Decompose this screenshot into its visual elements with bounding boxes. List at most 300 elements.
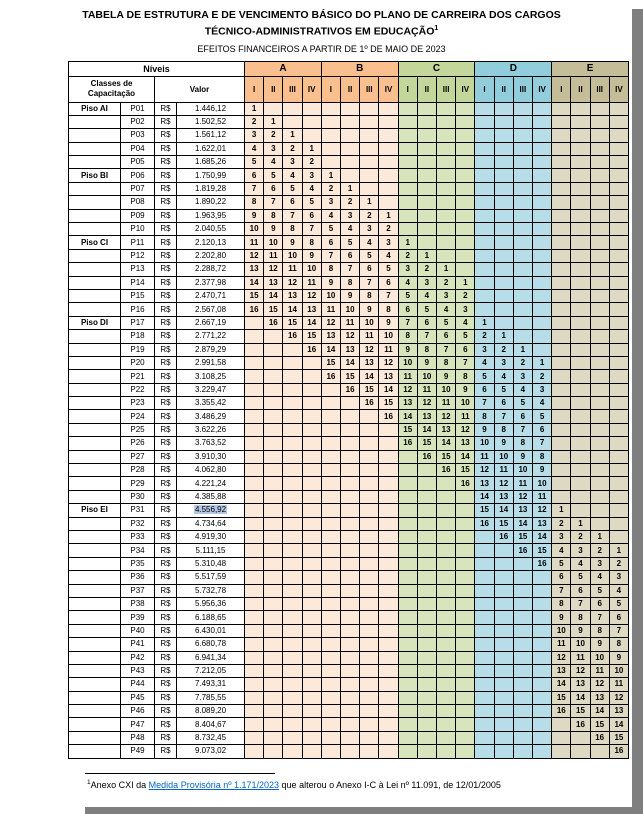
step-cell <box>475 691 494 704</box>
step-cell <box>398 517 417 530</box>
step-cell: 16 <box>264 316 283 329</box>
grade-code: P24 <box>121 410 155 423</box>
table-row <box>69 705 629 718</box>
sub-header-d-iii: III <box>513 76 532 102</box>
table-row <box>69 156 629 169</box>
step-cell: 6 <box>494 397 513 410</box>
step-cell: 1 <box>456 276 475 289</box>
step-cell <box>283 397 302 410</box>
step-cell <box>552 718 571 731</box>
step-cell <box>494 745 513 758</box>
step-cell <box>360 517 379 530</box>
step-cell <box>456 544 475 557</box>
step-cell <box>264 745 283 758</box>
step-cell <box>513 102 532 115</box>
step-cell: 9 <box>341 289 360 302</box>
grade-code: P18 <box>121 330 155 343</box>
step-cell: 5 <box>321 223 340 236</box>
step-cell: 12 <box>245 249 264 262</box>
step-cell <box>494 691 513 704</box>
step-cell <box>283 490 302 503</box>
step-cell <box>283 437 302 450</box>
step-cell: 4 <box>456 316 475 329</box>
step-cell <box>590 276 609 289</box>
step-cell <box>532 156 551 169</box>
step-cell <box>398 464 417 477</box>
step-cell <box>264 664 283 677</box>
grade-code: P01 <box>121 102 155 115</box>
step-cell <box>513 263 532 276</box>
step-cell: 6 <box>321 236 340 249</box>
step-cell: 1 <box>513 343 532 356</box>
step-cell: 6 <box>302 209 321 222</box>
step-cell: 10 <box>590 651 609 664</box>
step-cell: 2 <box>417 263 436 276</box>
step-cell: 14 <box>609 718 628 731</box>
step-cell <box>475 651 494 664</box>
step-cell <box>398 115 417 128</box>
step-cell: 15 <box>456 464 475 477</box>
step-cell <box>552 263 571 276</box>
step-cell: 10 <box>302 263 321 276</box>
salary-value-text: 3.108,25 <box>194 371 227 381</box>
step-cell <box>532 705 551 718</box>
table-row <box>69 638 629 651</box>
step-cell: 2 <box>379 223 398 236</box>
step-cell <box>360 557 379 570</box>
table-row <box>69 678 629 691</box>
currency-label: R$ <box>155 330 177 343</box>
salary-value <box>177 731 245 744</box>
step-cell <box>360 664 379 677</box>
step-cell <box>341 115 360 128</box>
currency-label: R$ <box>155 544 177 557</box>
salary-value-text: 1.890,22 <box>194 197 227 207</box>
salary-value <box>177 343 245 356</box>
step-cell: 2 <box>302 156 321 169</box>
step-cell <box>302 557 321 570</box>
step-cell <box>609 156 628 169</box>
step-cell <box>532 330 551 343</box>
step-cell <box>283 504 302 517</box>
step-cell <box>571 276 590 289</box>
step-cell: 9 <box>571 624 590 637</box>
step-cell: 13 <box>379 370 398 383</box>
step-cell: 4 <box>494 370 513 383</box>
table-row <box>69 477 629 490</box>
step-cell <box>283 115 302 128</box>
step-cell <box>264 517 283 530</box>
step-cell: 15 <box>321 356 340 369</box>
step-cell <box>532 303 551 316</box>
table-row <box>69 557 629 570</box>
step-cell <box>360 102 379 115</box>
step-cell <box>437 731 456 744</box>
sub-header-d-iv: IV <box>532 76 551 102</box>
step-cell: 3 <box>264 142 283 155</box>
step-cell <box>321 664 340 677</box>
step-cell <box>360 450 379 463</box>
step-cell <box>379 705 398 718</box>
step-cell: 15 <box>609 731 628 744</box>
step-cell <box>571 731 590 744</box>
step-cell <box>360 691 379 704</box>
step-cell: 7 <box>245 182 264 195</box>
step-cell: 4 <box>379 249 398 262</box>
step-cell: 15 <box>341 370 360 383</box>
step-cell: 11 <box>360 330 379 343</box>
step-cell <box>590 410 609 423</box>
step-cell <box>552 330 571 343</box>
step-cell <box>283 584 302 597</box>
piso-label: Piso BI <box>69 169 121 182</box>
piso-label <box>69 544 121 557</box>
piso-label <box>69 638 121 651</box>
step-cell: 1 <box>609 544 628 557</box>
step-cell <box>379 531 398 544</box>
step-cell <box>437 477 456 490</box>
step-cell: 9 <box>245 209 264 222</box>
step-cell <box>360 718 379 731</box>
step-cell: 11 <box>417 383 436 396</box>
step-cell: 10 <box>532 477 551 490</box>
table-row <box>69 383 629 396</box>
step-cell <box>571 303 590 316</box>
step-cell: 7 <box>437 343 456 356</box>
step-cell: 14 <box>379 383 398 396</box>
salary-value <box>177 745 245 758</box>
step-cell <box>245 477 264 490</box>
step-cell <box>302 464 321 477</box>
step-cell: 13 <box>398 397 417 410</box>
step-cell: 3 <box>245 129 264 142</box>
step-cell <box>609 531 628 544</box>
grade-code: P42 <box>121 651 155 664</box>
step-cell <box>456 223 475 236</box>
step-cell: 16 <box>245 303 264 316</box>
step-cell <box>571 102 590 115</box>
step-cell <box>379 557 398 570</box>
currency-label: R$ <box>155 223 177 236</box>
step-cell <box>571 316 590 329</box>
step-cell: 13 <box>437 423 456 436</box>
step-cell: 8 <box>379 303 398 316</box>
sub-header-a-iv: IV <box>302 76 321 102</box>
step-cell <box>341 410 360 423</box>
step-cell: 1 <box>532 356 551 369</box>
step-cell: 11 <box>437 397 456 410</box>
step-cell <box>456 531 475 544</box>
step-cell <box>437 115 456 128</box>
step-cell: 10 <box>341 303 360 316</box>
step-cell: 9 <box>494 437 513 450</box>
step-cell: 5 <box>590 584 609 597</box>
step-cell <box>398 169 417 182</box>
step-cell <box>417 597 436 610</box>
step-cell: 16 <box>398 437 417 450</box>
step-cell <box>245 383 264 396</box>
step-cell: 8 <box>513 437 532 450</box>
step-cell <box>360 531 379 544</box>
currency-label: R$ <box>155 343 177 356</box>
currency-label: R$ <box>155 611 177 624</box>
step-cell: 1 <box>475 316 494 329</box>
table-row <box>69 330 629 343</box>
step-cell <box>609 330 628 343</box>
step-cell <box>571 490 590 503</box>
currency-label: R$ <box>155 450 177 463</box>
step-cell <box>321 517 340 530</box>
step-cell <box>571 397 590 410</box>
step-cell <box>360 464 379 477</box>
step-cell <box>571 209 590 222</box>
step-cell: 3 <box>532 383 551 396</box>
step-cell <box>513 330 532 343</box>
step-cell: 16 <box>532 557 551 570</box>
step-cell: 4 <box>321 209 340 222</box>
step-cell <box>398 142 417 155</box>
footnote-text-start: Anexo CXI da <box>90 780 149 790</box>
table-row <box>69 504 629 517</box>
step-cell <box>283 705 302 718</box>
step-cell <box>513 664 532 677</box>
step-cell <box>360 705 379 718</box>
piso-label <box>69 182 121 195</box>
step-cell <box>571 383 590 396</box>
step-cell: 13 <box>283 289 302 302</box>
step-cell <box>609 464 628 477</box>
step-cell <box>552 316 571 329</box>
grade-code: P32 <box>121 517 155 530</box>
step-cell: 8 <box>417 343 436 356</box>
step-cell <box>379 115 398 128</box>
step-cell: 8 <box>283 223 302 236</box>
step-cell <box>532 731 551 744</box>
step-cell <box>494 223 513 236</box>
step-cell <box>532 223 551 236</box>
step-cell <box>475 597 494 610</box>
step-cell <box>609 249 628 262</box>
sub-header-c-ii: II <box>417 76 436 102</box>
table-row <box>69 249 629 262</box>
salary-value <box>177 557 245 570</box>
title-line-2: TÉCNICO-ADMINISTRATIVOS EM EDUCAÇÃO$^1$ <box>204 25 439 38</box>
piso-label <box>69 142 121 155</box>
currency-label: R$ <box>155 718 177 731</box>
step-cell <box>264 705 283 718</box>
step-cell: 15 <box>494 517 513 530</box>
step-cell: 4 <box>437 303 456 316</box>
salary-value <box>177 169 245 182</box>
step-cell: 11 <box>379 343 398 356</box>
step-cell <box>417 142 436 155</box>
step-cell <box>552 223 571 236</box>
piso-label <box>69 718 121 731</box>
step-cell: 3 <box>456 303 475 316</box>
salary-value-text: 1.750,99 <box>194 170 227 180</box>
step-cell <box>302 678 321 691</box>
step-cell: 9 <box>532 464 551 477</box>
grade-code: P23 <box>121 397 155 410</box>
step-cell <box>379 504 398 517</box>
step-cell <box>437 718 456 731</box>
step-cell: 7 <box>571 597 590 610</box>
step-cell <box>398 531 417 544</box>
step-cell: 12 <box>341 330 360 343</box>
step-cell <box>532 664 551 677</box>
step-cell <box>513 182 532 195</box>
step-cell: 15 <box>245 289 264 302</box>
step-cell: 3 <box>360 223 379 236</box>
step-cell: 7 <box>513 423 532 436</box>
salary-value <box>177 289 245 302</box>
step-cell: 6 <box>360 263 379 276</box>
salary-value-text: 6.941,34 <box>194 652 227 662</box>
step-cell <box>379 731 398 744</box>
step-cell <box>590 115 609 128</box>
salary-value <box>177 276 245 289</box>
step-cell: 9 <box>360 303 379 316</box>
salary-value <box>177 182 245 195</box>
step-cell <box>245 678 264 691</box>
currency-label: R$ <box>155 531 177 544</box>
step-cell: 10 <box>245 223 264 236</box>
table-row <box>69 209 629 222</box>
step-cell <box>302 370 321 383</box>
salary-value <box>177 624 245 637</box>
step-cell: 8 <box>398 330 417 343</box>
grade-code: P08 <box>121 196 155 209</box>
step-cell: 12 <box>475 464 494 477</box>
table-row <box>69 196 629 209</box>
table-row <box>69 115 629 128</box>
step-cell <box>590 263 609 276</box>
step-cell <box>245 423 264 436</box>
step-cell: 16 <box>302 343 321 356</box>
currency-label: R$ <box>155 209 177 222</box>
step-cell <box>379 182 398 195</box>
piso-label <box>69 731 121 744</box>
sub-header-b-iii: III <box>360 76 379 102</box>
grade-code: P35 <box>121 557 155 570</box>
medida-provisoria-link[interactable]: Medida Provisória nº 1.171/2023 <box>148 780 280 790</box>
step-cell <box>475 182 494 195</box>
currency-label: R$ <box>155 745 177 758</box>
step-cell: 16 <box>513 544 532 557</box>
step-cell <box>552 129 571 142</box>
step-cell <box>341 651 360 664</box>
step-cell: 15 <box>302 330 321 343</box>
step-cell <box>341 731 360 744</box>
currency-label: R$ <box>155 236 177 249</box>
step-cell: 12 <box>283 276 302 289</box>
grade-code: P28 <box>121 464 155 477</box>
salary-value <box>177 597 245 610</box>
table-row <box>69 343 629 356</box>
step-cell: 15 <box>379 397 398 410</box>
table-row <box>69 276 629 289</box>
level-header-e: E <box>552 61 629 76</box>
step-cell <box>475 718 494 731</box>
step-cell <box>513 597 532 610</box>
step-cell <box>571 330 590 343</box>
salary-value <box>177 423 245 436</box>
salary-value-text: 2.879,29 <box>194 344 227 354</box>
step-cell: 2 <box>360 209 379 222</box>
step-cell <box>590 223 609 236</box>
step-cell <box>302 383 321 396</box>
step-cell <box>417 624 436 637</box>
step-cell: 13 <box>513 504 532 517</box>
step-cell <box>398 504 417 517</box>
step-cell <box>609 196 628 209</box>
currency-label: R$ <box>155 303 177 316</box>
step-cell: 8 <box>571 611 590 624</box>
step-cell <box>398 705 417 718</box>
step-cell <box>475 249 494 262</box>
step-cell <box>360 624 379 637</box>
step-cell <box>321 731 340 744</box>
salary-value <box>177 490 245 503</box>
currency-label: R$ <box>155 504 177 517</box>
step-cell <box>513 638 532 651</box>
salary-value-text: 2.040,55 <box>194 224 227 234</box>
salary-value <box>177 651 245 664</box>
step-cell <box>475 745 494 758</box>
step-cell: 8 <box>360 289 379 302</box>
table-row <box>69 651 629 664</box>
step-cell <box>341 745 360 758</box>
step-cell: 3 <box>590 557 609 570</box>
step-cell <box>437 249 456 262</box>
salary-value-text: 5.111,15 <box>195 545 226 555</box>
piso-label <box>69 691 121 704</box>
piso-label <box>69 289 121 302</box>
step-cell: 10 <box>494 450 513 463</box>
step-cell <box>609 289 628 302</box>
step-cell <box>552 142 571 155</box>
step-cell: 2 <box>513 356 532 369</box>
step-cell: 9 <box>379 316 398 329</box>
step-cell <box>494 142 513 155</box>
salary-value-text: 2.667,19 <box>194 317 227 327</box>
step-cell <box>360 638 379 651</box>
step-cell <box>513 651 532 664</box>
step-cell: 13 <box>456 437 475 450</box>
step-cell <box>264 464 283 477</box>
salary-value-text: 3.763,52 <box>194 438 227 448</box>
step-cell <box>302 745 321 758</box>
currency-label: R$ <box>155 102 177 115</box>
step-cell <box>571 169 590 182</box>
step-cell <box>245 504 264 517</box>
step-cell <box>360 504 379 517</box>
step-cell <box>609 276 628 289</box>
step-cell: 10 <box>513 464 532 477</box>
step-cell <box>417 464 436 477</box>
step-cell: 5 <box>341 236 360 249</box>
title-footnote-marker: 1 <box>434 25 439 32</box>
step-cell <box>609 517 628 530</box>
step-cell <box>571 263 590 276</box>
step-cell <box>379 611 398 624</box>
table-row <box>69 597 629 610</box>
step-cell <box>341 664 360 677</box>
piso-label: Piso EI <box>69 504 121 517</box>
step-cell <box>532 142 551 155</box>
step-cell <box>417 584 436 597</box>
grade-code: P19 <box>121 343 155 356</box>
